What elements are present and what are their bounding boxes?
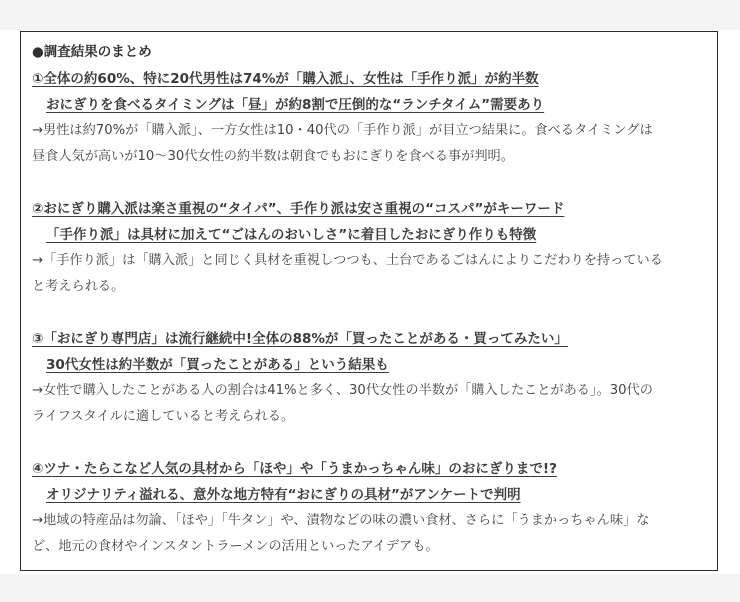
section-4-body-2: ど、地元の食材やインスタントラーメンの活用といったアイデアも。 — [32, 539, 439, 554]
summary-title: ●調査結果のまとめ — [32, 44, 152, 60]
section-4-headline-1: ④ツナ・たらこなど人気の具材から「ほや」や「うまかっちゃん味」のおにぎりまで!? — [32, 461, 557, 477]
section-2-headline-1: ②おにぎり購入派は楽さ重視の“タイパ”、手作り派は安さ重視の“コスパ”がキーワード — [32, 201, 565, 217]
section-3-headline-2: 30代女性は約半数が「買ったことがある」という結果も — [46, 357, 389, 373]
section-4-headline-2: オリジナリティ溢れる、意外な地方特有“おにぎりの具材”がアンケートで判明 — [46, 487, 521, 503]
section-1-body-1: →男性は約70%が「購入派」、一方女性は10・40代の「手作り派」が目立つ結果に。食べるタイミングは — [32, 123, 653, 138]
section-2-headline-2: 「手作り派」は具材に加えて“ごはんのおいしさ”に着目したおにぎり作りも特徴 — [46, 227, 537, 243]
section-3-body-1: →女性で購入したことがある人の割合は41%と多く、30代女性の半数が「購入したことがある」。30代の — [32, 383, 653, 398]
section-1-body-2: 昼食人気が高いが10〜30代女性の約半数は朝食でもおにぎりを食べる事が判明。 — [32, 149, 514, 164]
section-2-body-2: と考えられる。 — [32, 279, 125, 294]
section-1-headline-1: ①全体の約60%、特に20代男性は74%が「購入派」、女性は「手作り派」が約半数 — [32, 71, 539, 87]
summary-box — [20, 31, 718, 571]
section-1-headline-2: おにぎりを食べるタイミングは「昼」が約8割で圧倒的な“ランチタイム”需要あり — [46, 97, 545, 113]
top-margin — [0, 0, 740, 30]
section-3-body-2: ライフスタイルに適していると考えられる。 — [32, 409, 295, 424]
section-2-body-1: →「手作り派」は「購入派」と同じく具材を重視しつつも、土台であるごはんによりこだわりを持っている — [32, 253, 663, 268]
section-4-body-1: →地域の特産品は勿論、「ほや」「牛タン」や、漬物などの味の濃い食材、さらに「うまかっちゃん味」な — [32, 513, 650, 528]
section-3-headline-1: ③「おにぎり専門店」は流行継続中!全体の88%が「買ったことがある・買ってみたい」 — [32, 331, 568, 347]
